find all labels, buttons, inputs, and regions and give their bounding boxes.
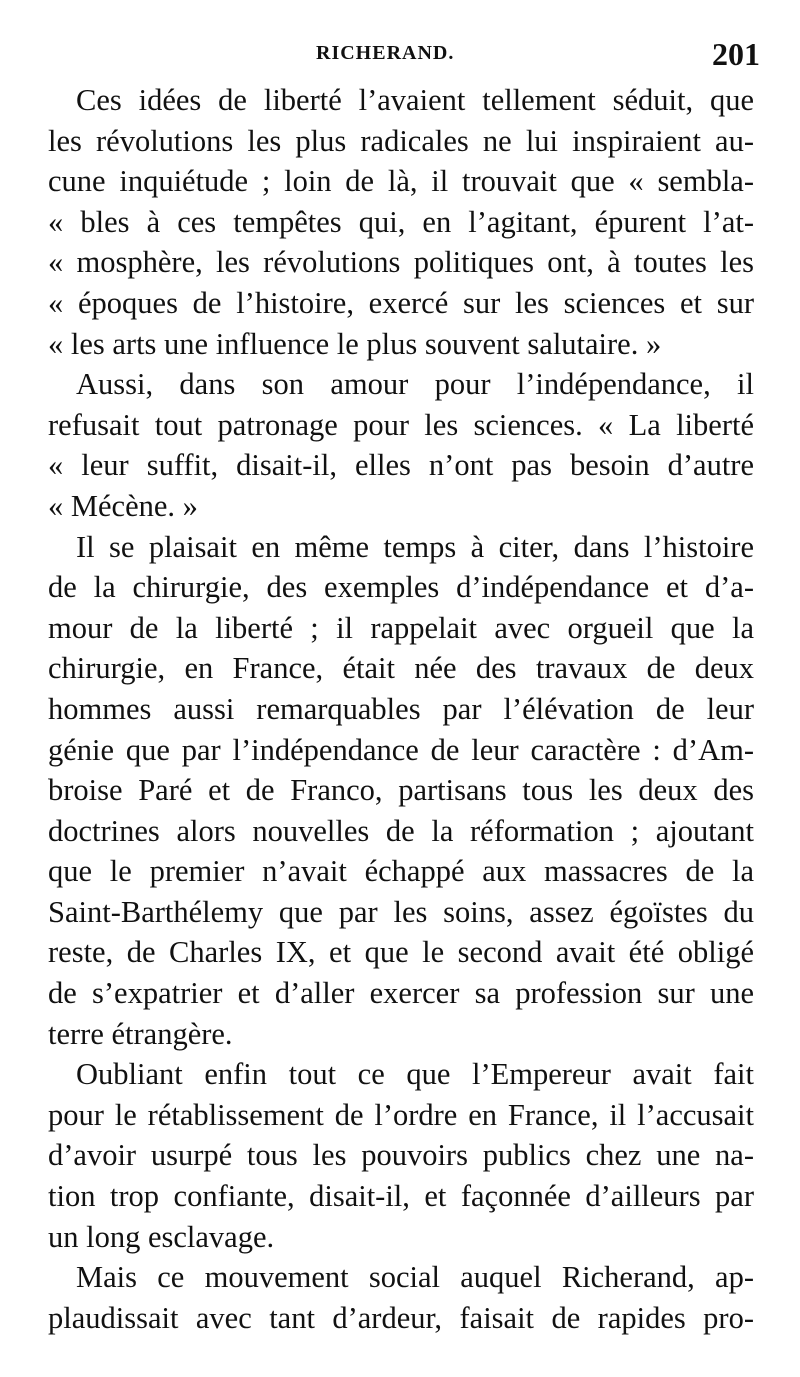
text-line: « leur suffit, disait-il, elles n’ont pas besoin d’autre xyxy=(48,448,754,483)
text-line: cune inquiétude ; loin de là, il trouvait que « sembla- xyxy=(48,164,754,199)
text-line: les révolutions les plus radicales ne lui inspiraient au- xyxy=(48,123,754,158)
text-line: broise Paré et de Franco, partisans tous les deux des xyxy=(48,773,754,808)
text-line: Oubliant enfin tout ce que l’Empereur avait fait xyxy=(76,1057,754,1092)
text-line: chirurgie, en France, était née des travaux de deux xyxy=(48,651,754,686)
text-line: Ces idées de liberté l’avaient tellement séduit, que xyxy=(76,83,754,117)
text-line: un long esclavage. xyxy=(48,1219,275,1254)
text-line: Saint-Barthélemy que par les soins, assez égoïstes du xyxy=(48,894,754,929)
text-line: « époques de l’histoire, exercé sur les sciences et sur xyxy=(48,285,754,320)
text-line: doctrines alors nouvelles de la réformation ; ajoutant xyxy=(48,813,754,848)
running-head: RICHERAND. xyxy=(316,42,455,64)
text-line: « Mécène. » xyxy=(48,488,198,523)
text-line: Aussi, dans son amour pour l’indépendance, il xyxy=(76,367,754,402)
text-line: refusait tout patronage pour les sciences. « La liberté xyxy=(48,407,754,442)
text-line: pour le rétablissement de l’ordre en France, il l’accusait xyxy=(48,1097,754,1132)
text-line: plaudissait avec tant d’ardeur, faisait de rapides pro- xyxy=(48,1300,754,1335)
page-number: 201 xyxy=(712,36,760,72)
page-header xyxy=(48,38,760,74)
text-line: « bles à ces tempêtes qui, en l’agitant, épurent l’at- xyxy=(48,204,754,239)
text-line: de s’expatrier et d’aller exercer sa profession sur une xyxy=(48,976,754,1011)
text-line: d’avoir usurpé tous les pouvoirs publics chez une na- xyxy=(48,1138,754,1173)
text-line: Il se plaisait en même temps à citer, dans l’histoire xyxy=(76,529,754,564)
text-line: tion trop confiante, disait-il, et façonnée d’ailleurs par xyxy=(48,1179,754,1214)
text-line: terre étrangère. xyxy=(48,1016,233,1051)
text-line: que le premier n’avait échappé aux massacres de la xyxy=(48,854,754,889)
text-line: mour de la liberté ; il rappelait avec orgueil que la xyxy=(48,610,754,645)
body-text xyxy=(48,80,754,1338)
text-line: « les arts une influence le plus souvent salutaire. » xyxy=(48,326,662,361)
text-line: hommes aussi remarquables par l’élévation de leur xyxy=(48,691,754,726)
text-line: Mais ce mouvement social auquel Richerand, ap- xyxy=(76,1260,754,1295)
text-line: génie que par l’indépendance de leur caractère : d’Am- xyxy=(48,732,754,767)
text-line: de la chirurgie, des exemples d’indépendance et d’a- xyxy=(48,570,754,605)
text-line: « mosphère, les révolutions politiques ont, à toutes les xyxy=(48,245,754,280)
text-line: reste, de Charles IX, et que le second avait été obligé xyxy=(48,935,754,970)
